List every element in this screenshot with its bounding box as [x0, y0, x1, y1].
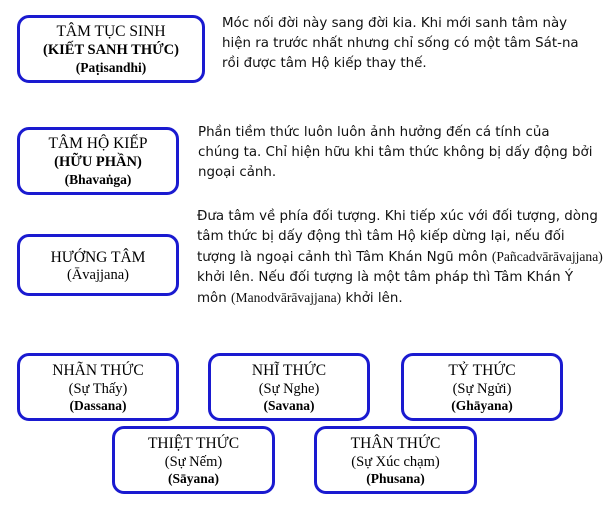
consciousness-pali: (Dassana) — [69, 397, 127, 413]
consciousness-title: TỶ THỨC — [448, 361, 516, 379]
stage-title: TÂM HỘ KIẾP — [48, 135, 148, 152]
pali-term: (Manodvārāvajjana) — [230, 290, 342, 305]
consciousness-title: THÂN THỨC — [350, 434, 441, 452]
consciousness-meaning: (Sự Nếm) — [164, 453, 223, 470]
consciousness-title: THIỆT THỨC — [147, 434, 240, 452]
stage-box-ho-kiep — [17, 127, 179, 195]
stage-description-huong-tam — [197, 207, 603, 309]
consciousness-box-thiet-thuc — [112, 426, 275, 494]
consciousness-title: NHĨ THỨC — [251, 361, 327, 379]
stage-description-tuc-sinh: Móc nối đời này sang đời kia. Khi mới sanh tâm này hiện ra trước nhất nhưng chỉ sống có một tâm Sát-na rồi được tâm Hộ kiếp thay thế. — [222, 16, 579, 71]
stage-box-huong-tam — [17, 234, 179, 296]
consciousness-title: NHÃN THỨC — [52, 361, 144, 379]
stage-title: HƯỚNG TÂM — [50, 248, 146, 266]
consciousness-box-than-thuc — [314, 426, 477, 494]
stage-title: TÂM TỤC SINH — [56, 23, 166, 40]
stage-box-tuc-sinh — [17, 15, 205, 83]
consciousness-pali: (Sāyana) — [167, 470, 219, 486]
stage-pali: (Bhavaṅga) — [64, 172, 132, 187]
description-text: Đưa tâm về phía đối tượng. Khi tiếp xúc với đối tượng, dòng tâm thức bị dấy động thì tâm Hộ kiếp dừng lại, nếu đối tượng là ngoại cảnh thì Tâm Khán Ngũ môn — [197, 209, 598, 265]
stage-pali: (Paṭisandhi) — [75, 60, 147, 75]
stage-pali: (Āvajjana) — [67, 266, 129, 283]
consciousness-box-nhan-thuc — [17, 353, 179, 421]
consciousness-pali: (Phusana) — [366, 470, 425, 486]
consciousness-meaning: (Sự Xúc chạm) — [351, 453, 440, 470]
consciousness-meaning: (Sự Ngửi) — [452, 380, 512, 397]
pali-term: (Pañcadvārāvajjana) — [491, 249, 603, 264]
consciousness-pali: (Ghāyana) — [451, 397, 513, 413]
stage-description-ho-kiep: Phần tiềm thức luôn luôn ảnh hưởng đến cá tính của chúng ta. Chỉ hiện hữu khi tâm thức không bị dấy động bởi ngoại cảnh. — [198, 125, 593, 180]
description-text: khởi lên. Nếu đối tượng là một tâm pháp thì Tâm Khán Ý môn — [197, 270, 574, 306]
consciousness-box-ty-thuc — [401, 353, 563, 421]
description-text: khởi lên. — [341, 291, 403, 306]
stage-subtitle: (HỮU PHẦN) — [54, 154, 142, 170]
consciousness-box-nhi-thuc — [208, 353, 370, 421]
consciousness-meaning: (Sự Nghe) — [258, 380, 320, 397]
stage-subtitle: (KIẾT SANH THỨC) — [43, 42, 179, 58]
consciousness-meaning: (Sự Thấy) — [68, 380, 128, 397]
consciousness-pali: (Savana) — [263, 397, 315, 413]
